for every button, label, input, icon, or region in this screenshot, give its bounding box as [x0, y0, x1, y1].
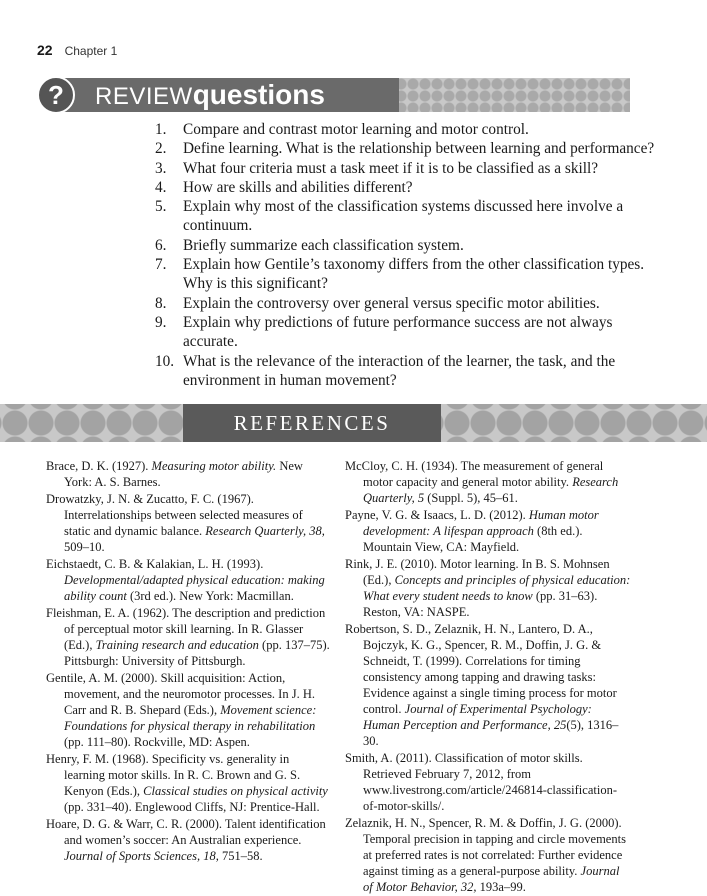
review-question — [155, 352, 655, 391]
review-question — [155, 178, 655, 197]
reference-entry — [46, 556, 332, 604]
reference-text: (pp. 111–80). Rockville, MD: Aspen. — [64, 735, 250, 749]
reference-text: (Suppl. 5), 45–61. — [424, 491, 518, 505]
reference-text: Henry, F. M. (1968). Specificity vs. generality in learning motor skills. In R. C. Brown and G. S. Kenyon (Eds.), — [46, 752, 301, 798]
reference-text: Rink, J. E. (2010). Motor learning. In B. S. Mohnsen (Ed.), — [345, 557, 610, 587]
references-right-column — [345, 458, 631, 896]
question-number: 7. — [155, 256, 167, 274]
reference-italic-text: Movement science: Foundations for physical therapy in rehabilitation — [64, 703, 317, 733]
review-question — [155, 159, 655, 178]
reference-entry — [46, 751, 332, 815]
reference-text: McCloy, C. H. (1934). The measurement of general motor capacity and general motor ability. — [345, 459, 604, 489]
reference-text: Smith, A. (2011). Classification of motor skills. Retrieved February 7, 2012, from www.livestrong.com/article/246814-classification-of-motor-skills/. — [345, 751, 617, 813]
reference-text: 751–58. — [218, 849, 263, 863]
reference-italic-text: Developmental/adapted physical education: making ability count — [64, 573, 325, 603]
reference-entry — [345, 750, 631, 814]
review-question — [155, 313, 655, 352]
question-mark-glyph: ? — [48, 80, 64, 110]
reference-entry — [46, 491, 332, 555]
reference-entry — [345, 556, 631, 620]
reference-text: Fleishman, E. A. (1962). The description and prediction of perceptual motor skill learning. In R. Glasser (Ed.), — [46, 606, 326, 652]
review-question — [155, 294, 655, 313]
reference-text: New York: A. S. Barnes. — [64, 459, 303, 489]
reference-text: Eichstaedt, C. B. & Kalakian, L. H. (1993). — [46, 557, 264, 571]
reference-italic-text: Research Quarterly, 5 — [363, 475, 619, 505]
question-number: 1. — [155, 121, 167, 138]
reference-entry — [46, 670, 332, 750]
reference-italic-text: Human motor development: A lifespan approach — [363, 508, 599, 538]
reference-italic-text: Training research and education — [95, 638, 259, 652]
question-number: 8. — [155, 294, 167, 312]
question-text: What four criteria must a task meet if it is to be classified as a skill? — [183, 159, 599, 177]
reference-text: Hoare, D. G. & Warr, C. R. (2000). Talent identification and women’s soccer: An Australian experience. — [46, 817, 326, 847]
question-text: Explain why most of the classification systems discussed here involve a continuum. — [183, 198, 624, 235]
review-question — [155, 236, 655, 255]
references-heading: REFERENCES — [233, 411, 391, 435]
question-text: What is the relevance of the interaction of the learner, the task, and the environment in human movement? — [183, 352, 616, 389]
question-text: Compare and contrast motor learning and motor control. — [183, 121, 529, 138]
reference-text: (pp. 31–63). Reston, VA: NASPE. — [363, 589, 598, 619]
review-title-word: REVIEW — [95, 83, 193, 110]
reference-text: Brace, D. K. (1927). — [46, 459, 152, 473]
reference-text: Zelaznik, H. N., Spencer, R. M. & Doffin, J. G. (2000). Temporal precision in tapping and circle movements at preferred rates is not correlated: Further evidence against timing as a general-purpose ability. — [345, 816, 626, 878]
reference-text: (8th ed.). Mountain View, CA: Mayfield. — [363, 524, 583, 554]
reference-text: Gentile, A. M. (2000). Skill acquisition: Action, movement, and the neuromotor processes. In J. H. Carr and R. B. Shepard (Eds.), — [46, 671, 315, 717]
reference-text: (pp. 137–75). Pittsburgh: University of Pittsburgh. — [64, 638, 330, 668]
reference-italic-text: Classical studies on physical activity — [143, 784, 328, 798]
reference-italic-text: Journal of Sports Sciences, 18, — [64, 849, 219, 863]
reference-entry — [46, 605, 332, 669]
question-number: 3. — [155, 159, 167, 177]
question-number: 2. — [155, 140, 167, 158]
reference-entry — [46, 458, 332, 490]
reference-text: Payne, V. G. & Isaacs, L. D. (2012). — [345, 508, 529, 522]
question-text: Explain how Gentile’s taxonomy differs from the other classification types. Why is this significant? — [183, 256, 645, 293]
chapter-label: Chapter 1 — [64, 44, 118, 58]
review-questions-list — [155, 120, 655, 390]
question-mark-icon — [37, 76, 75, 114]
question-text: Define learning. What is the relationship between learning and performance? — [183, 140, 655, 158]
reference-italic-text: Journal of Experimental Psychology: Human Perception and Performance, 25 — [363, 702, 592, 732]
references-left-column — [46, 458, 332, 865]
reference-italic-text: Journal of Motor Behavior, 32, — [363, 864, 620, 894]
reference-text: (3rd ed.). New York: Macmillan. — [126, 589, 294, 603]
reference-text: Drowatzky, J. N. & Zucatto, F. C. (1967). Interrelationships between selected measures of static and dynamic balance. — [46, 492, 303, 538]
questions-title-word: questions — [192, 79, 325, 110]
page-number: 22 — [37, 42, 53, 58]
reference-entry — [345, 507, 631, 555]
reference-entry — [345, 815, 631, 895]
question-text: How are skills and abilities different? — [183, 178, 413, 196]
question-text: Explain why predictions of future performance success are not always accurate. — [183, 313, 613, 351]
reference-italic-text: Concepts and principles of physical education: What every student needs to know — [363, 573, 631, 603]
reference-entry — [46, 816, 332, 864]
reference-entry — [345, 621, 631, 749]
review-question — [155, 120, 655, 139]
question-number: 10. — [155, 352, 175, 370]
review-question — [155, 255, 655, 294]
page-header — [37, 42, 117, 60]
review-question — [155, 139, 655, 158]
reference-italic-text: Research Quarterly, 38, — [205, 524, 325, 538]
question-number: 6. — [155, 236, 167, 254]
question-text: Explain the controversy over general versus specific motor abilities. — [183, 294, 600, 312]
review-question — [155, 197, 655, 236]
review-questions-banner — [37, 76, 630, 114]
reference-text: 509–10. — [64, 540, 105, 554]
reference-text: 193a–99. — [476, 880, 526, 894]
reference-text: (pp. 331–40). Englewood Cliffs, NJ: Prentice-Hall. — [64, 800, 320, 814]
question-text: Briefly summarize each classification system. — [183, 236, 464, 254]
question-number: 5. — [155, 198, 167, 216]
reference-text: Robertson, S. D., Zelaznik, H. N., Lantero, D. A., Bojczyk, K. G., Spencer, R. M., Doffin, J. G. & Schneidt, T. (1999). Correlations for timing consistency among tapping and drawing tasks: Evidence against a single timing process for motor control. — [345, 622, 617, 716]
review-title — [95, 78, 325, 112]
reference-entry — [345, 458, 631, 506]
references-banner — [0, 404, 707, 442]
question-number: 9. — [155, 313, 167, 331]
reference-text: (5), 1316–30. — [363, 718, 619, 748]
reference-italic-text: Measuring motor ability. — [151, 459, 277, 473]
question-number: 4. — [155, 178, 167, 196]
